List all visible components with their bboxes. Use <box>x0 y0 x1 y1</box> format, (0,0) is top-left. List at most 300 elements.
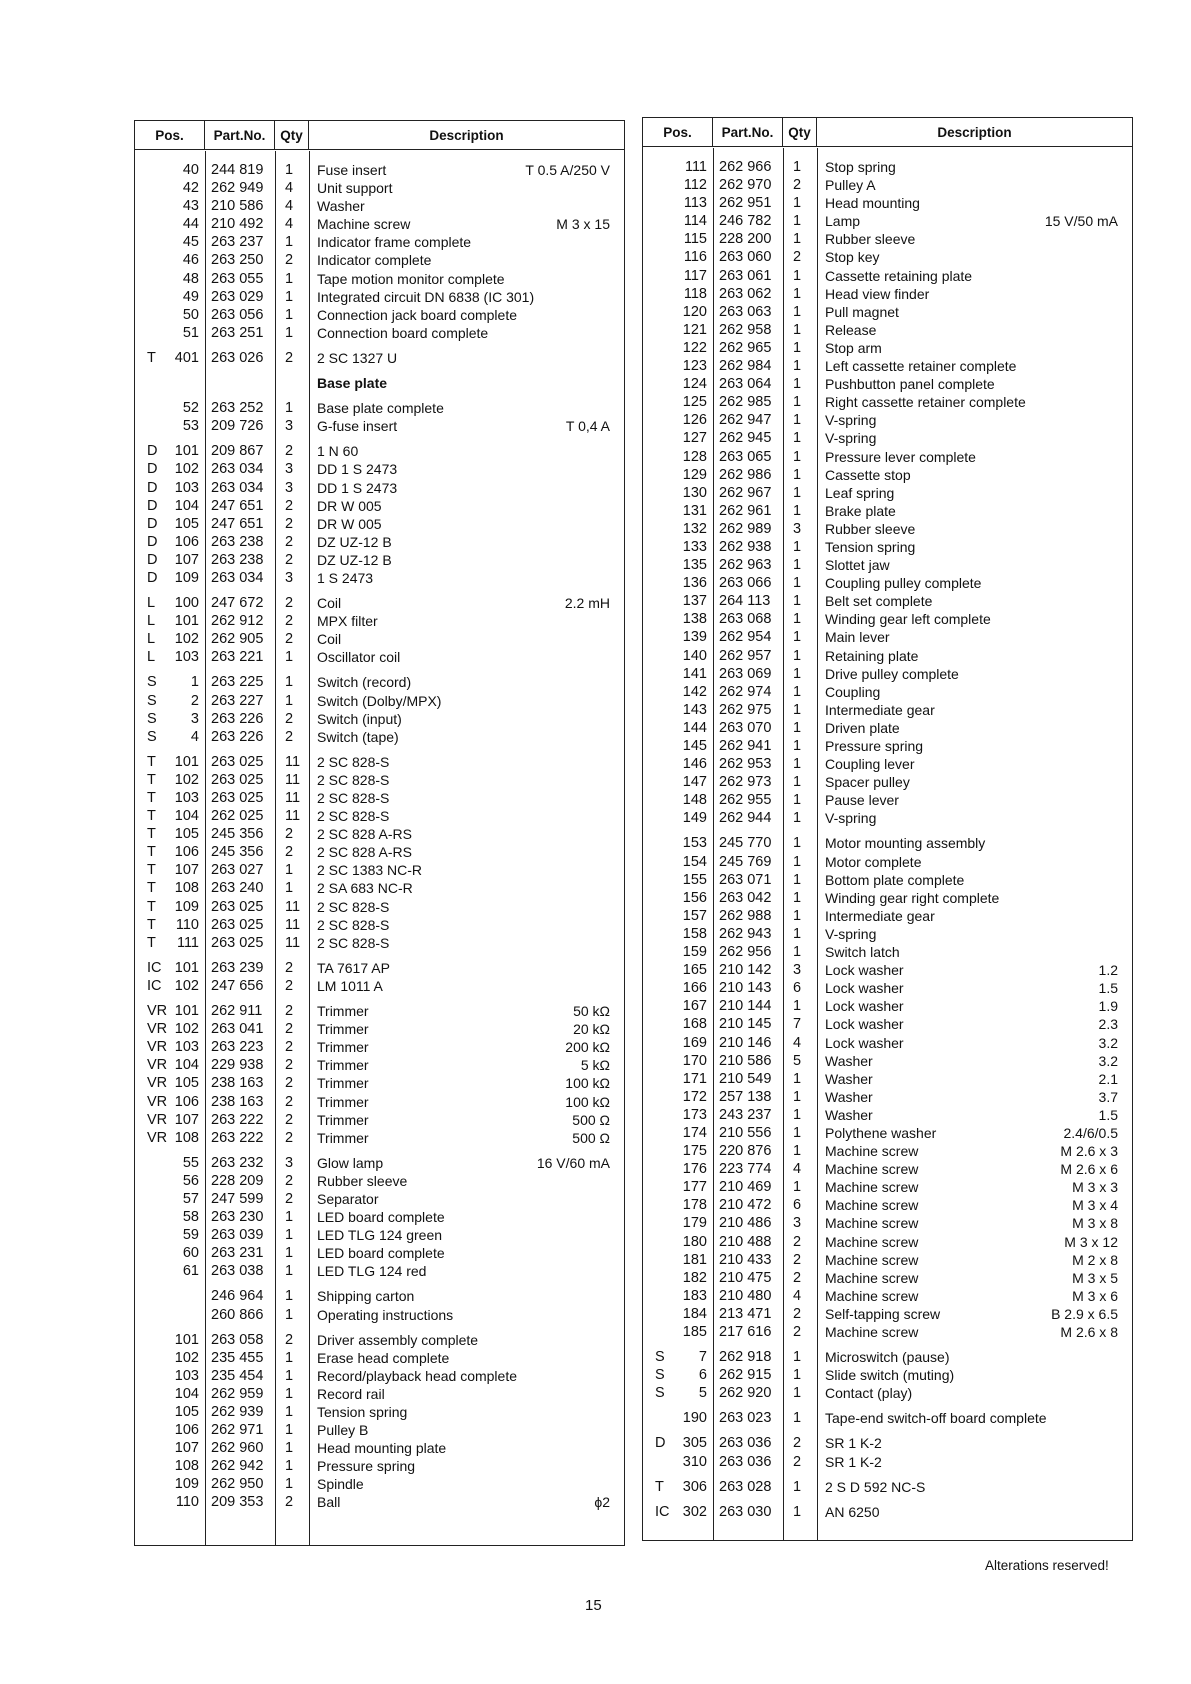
description-cell <box>309 233 624 251</box>
table-row <box>643 176 1132 194</box>
part-number: 262 956 <box>719 944 772 961</box>
table-row <box>135 288 624 306</box>
pos-prefix <box>643 158 673 176</box>
description-cell <box>309 1129 624 1147</box>
parts-table-right <box>642 117 1133 1541</box>
description-text: Winding gear left complete <box>825 611 991 628</box>
part-number: 210 469 <box>719 1179 772 1196</box>
pos-prefix <box>135 1421 165 1439</box>
description-cell <box>817 1214 1132 1232</box>
spec-value: 2.1 <box>1098 1070 1118 1087</box>
spec-value: 500 Ω <box>572 1111 610 1128</box>
quantity: 2 <box>793 1269 802 1286</box>
description-cell <box>309 673 624 691</box>
pos-number: 124 <box>682 376 707 393</box>
table-row <box>643 1088 1132 1106</box>
pos-number: 185 <box>682 1324 707 1340</box>
spec-value: M 2.6 x 8 <box>1060 1324 1118 1340</box>
description-text: Pressure spring <box>317 1458 416 1475</box>
quantity: 2 <box>285 1021 294 1038</box>
description-cell <box>309 569 624 587</box>
description-cell <box>817 925 1132 943</box>
table-row <box>135 233 624 251</box>
description-cell <box>309 753 624 771</box>
part-number: 243 237 <box>719 1106 772 1123</box>
description-text: Base plate complete <box>317 400 444 417</box>
spec-value: M 2.6 x 6 <box>1060 1161 1118 1178</box>
pos-prefix <box>643 1323 673 1341</box>
pos-number: 176 <box>682 1161 707 1178</box>
table-row <box>135 789 624 807</box>
quantity: 11 <box>285 916 301 933</box>
table-row <box>135 197 624 215</box>
part-number: 246 964 <box>211 1288 264 1305</box>
quantity: 4 <box>793 1034 802 1051</box>
description-cell <box>817 230 1132 248</box>
table-row <box>135 648 624 666</box>
part-number: 263 064 <box>719 376 772 393</box>
description-text: Coupling lever <box>825 756 915 773</box>
description-cell <box>309 843 624 861</box>
pos-number: 184 <box>682 1305 707 1322</box>
pos-number: 177 <box>682 1179 707 1196</box>
part-number: 262 953 <box>719 756 772 773</box>
table-row <box>643 889 1132 907</box>
pos-prefix <box>135 374 165 392</box>
table-row <box>643 248 1132 266</box>
description-cell <box>817 1478 1132 1496</box>
part-number: 263 036 <box>719 1453 772 1470</box>
description-cell <box>309 251 624 269</box>
description-text: Microswitch (pause) <box>825 1349 950 1366</box>
part-number: 262 942 <box>211 1458 264 1475</box>
pos-number: 108 <box>174 880 199 897</box>
description-cell <box>817 1305 1132 1323</box>
quantity: 1 <box>793 756 802 773</box>
pos-prefix <box>643 1453 673 1471</box>
pos-number: 178 <box>682 1197 707 1214</box>
description-cell <box>817 429 1132 447</box>
part-number: 223 774 <box>719 1161 772 1178</box>
description-cell <box>309 324 624 342</box>
quantity: 2 <box>285 1172 294 1189</box>
description-cell <box>817 701 1132 719</box>
quantity: 1 <box>793 1349 802 1366</box>
quantity: 1 <box>793 889 802 906</box>
pos-prefix <box>643 448 673 466</box>
quantity: 1 <box>793 321 802 338</box>
quantity: 1 <box>793 835 802 852</box>
pos-number: 172 <box>682 1088 707 1105</box>
quantity: 1 <box>793 1124 802 1141</box>
description-text: 2 SC 828-S <box>317 771 390 788</box>
pos-number: 6 <box>698 1367 707 1384</box>
pos-prefix: D <box>147 533 158 550</box>
table-row <box>643 230 1132 248</box>
part-number: 247 651 <box>211 515 264 532</box>
table-row <box>135 771 624 789</box>
part-number: 263 042 <box>719 889 772 906</box>
part-number: 263 060 <box>719 249 772 266</box>
table-row <box>135 497 624 515</box>
description-text: G-fuse insert <box>317 418 398 435</box>
table-row <box>135 861 624 879</box>
description-cell <box>817 339 1132 357</box>
pos-prefix <box>643 701 673 719</box>
part-number: 220 876 <box>719 1143 772 1160</box>
table-row <box>643 610 1132 628</box>
description-text: Trimmer <box>317 1075 369 1092</box>
quantity: 1 <box>793 575 802 592</box>
part-number: 263 025 <box>211 916 264 933</box>
description-text: Machine screw <box>825 1179 919 1196</box>
part-number: 262 963 <box>719 557 772 574</box>
part-number: 263 056 <box>211 306 264 323</box>
pos-number: 107 <box>174 1440 199 1457</box>
part-number: 262 025 <box>211 808 264 825</box>
pos-number: 52 <box>182 400 199 417</box>
pos-number: 110 <box>175 916 199 933</box>
pos-number: 138 <box>682 611 707 628</box>
quantity: 2 <box>285 844 294 861</box>
pos-number: 109 <box>174 898 199 915</box>
part-number: 263 231 <box>211 1245 264 1262</box>
quantity: 1 <box>793 719 802 736</box>
description-text: LED TLG 124 red <box>317 1263 427 1280</box>
table-row <box>643 1409 1132 1427</box>
quantity: 1 <box>793 557 802 574</box>
pos-number: 133 <box>682 538 707 555</box>
pos-prefix: L <box>147 631 156 648</box>
quantity: 2 <box>793 1324 802 1340</box>
pos-number: 101 <box>174 443 199 460</box>
pos-number: 154 <box>682 853 707 870</box>
part-number: 263 030 <box>719 1503 772 1520</box>
quantity: 2 <box>285 613 294 630</box>
table-row <box>135 374 624 392</box>
part-number: 263 226 <box>211 728 264 745</box>
pos-number: 145 <box>682 738 707 754</box>
alterations-note: Alterations reserved! <box>985 1558 1109 1573</box>
description-cell <box>817 1323 1132 1341</box>
part-number: 262 973 <box>719 774 772 791</box>
description-cell <box>309 442 624 460</box>
description-cell <box>309 306 624 324</box>
description-text: Washer <box>825 1106 873 1123</box>
quantity: 1 <box>285 674 294 691</box>
description-text: DZ UZ-12 B <box>317 533 392 550</box>
quantity: 1 <box>793 1070 802 1087</box>
table-row <box>135 1244 624 1262</box>
pos-number: 104 <box>174 808 199 825</box>
pos-prefix <box>135 1331 165 1349</box>
description-cell <box>817 248 1132 266</box>
table-row <box>135 1038 624 1056</box>
part-number: 229 938 <box>211 1057 264 1074</box>
quantity: 6 <box>793 980 802 997</box>
table-row <box>643 1124 1132 1142</box>
quantity: 7 <box>793 1016 802 1033</box>
pos-number: 153 <box>682 835 707 852</box>
pos-prefix <box>135 288 165 306</box>
pos-number: 55 <box>182 1154 199 1171</box>
description-cell <box>309 959 624 977</box>
description-text: Belt set complete <box>825 593 933 610</box>
description-text: Lock washer <box>825 998 904 1015</box>
description-text: Intermediate gear <box>825 907 935 924</box>
description-text: Oscillator coil <box>317 649 401 666</box>
pos-prefix: T <box>147 753 156 770</box>
description-cell <box>817 834 1132 852</box>
table-row <box>643 1196 1132 1214</box>
header-qty: Qty <box>275 121 309 149</box>
quantity: 1 <box>793 792 802 809</box>
part-number: 262 915 <box>719 1367 772 1384</box>
pos-number: 117 <box>683 267 707 284</box>
pos-number: 58 <box>182 1209 199 1226</box>
description-cell <box>817 683 1132 701</box>
description-text: 2 S D 592 NC-S <box>825 1478 926 1495</box>
part-number: 210 144 <box>719 998 772 1015</box>
description-cell <box>309 533 624 551</box>
description-text: Drive pulley complete <box>825 665 959 682</box>
pos-prefix <box>643 411 673 429</box>
table-row <box>135 807 624 825</box>
pos-prefix <box>135 197 165 215</box>
description-text: Lock washer <box>825 1016 904 1033</box>
description-text: Integrated circuit DN 6838 (IC 301) <box>317 288 535 305</box>
quantity: 1 <box>285 306 294 323</box>
description-cell <box>817 592 1132 610</box>
pos-number: 49 <box>182 288 199 305</box>
description-text: Lock washer <box>825 1034 904 1051</box>
pos-number: 143 <box>682 701 707 718</box>
quantity: 1 <box>793 629 802 646</box>
description-cell <box>817 1015 1132 1033</box>
spec-value: 3.2 <box>1098 1034 1118 1051</box>
description-cell <box>309 879 624 897</box>
quantity: 1 <box>793 1478 802 1495</box>
table-row <box>135 1493 624 1511</box>
description-text: TA 7617 AP <box>317 959 390 976</box>
pos-prefix <box>135 1475 165 1493</box>
quantity: 2 <box>285 595 294 612</box>
pos-number: 5 <box>698 1385 707 1402</box>
description-text: Motor mounting assembly <box>825 835 986 852</box>
table-row <box>643 1233 1132 1251</box>
description-text: Record rail <box>317 1385 385 1402</box>
pos-prefix <box>643 502 673 520</box>
pos-number: 173 <box>682 1106 707 1123</box>
description-text: Coupling <box>825 683 881 700</box>
pos-prefix <box>135 233 165 251</box>
part-number: 262 985 <box>719 394 772 411</box>
pos-prefix: T <box>147 880 156 897</box>
pos-number <box>165 1287 205 1305</box>
part-number: 245 356 <box>211 826 264 843</box>
part-number: 262 967 <box>719 484 772 501</box>
quantity: 1 <box>285 1385 294 1402</box>
spec-value: 50 kΩ <box>573 1003 610 1020</box>
pos-number: 127 <box>682 430 707 447</box>
pos-number: 137 <box>682 593 707 610</box>
description-cell <box>817 1453 1132 1471</box>
description-cell <box>817 1366 1132 1384</box>
description-cell <box>817 1384 1132 1402</box>
quantity: 1 <box>285 1458 294 1475</box>
pos-prefix: D <box>147 497 158 514</box>
part-number: 263 238 <box>211 533 264 550</box>
part-number: 247 656 <box>211 977 264 994</box>
part-number: 263 223 <box>211 1039 264 1056</box>
pos-number: 3 <box>190 710 199 727</box>
pos-prefix <box>135 270 165 288</box>
description-cell <box>309 479 624 497</box>
table-row <box>643 592 1132 610</box>
table-row <box>135 1129 624 1147</box>
table-row <box>643 1348 1132 1366</box>
part-number: 263 232 <box>211 1154 264 1171</box>
pos-number: 103 <box>174 479 199 496</box>
table-row <box>643 1160 1132 1178</box>
quantity: 1 <box>285 880 294 897</box>
description-text: Connection board complete <box>317 324 489 341</box>
quantity: 1 <box>285 288 294 305</box>
part-number: 263 071 <box>719 871 772 888</box>
spec-value: 2.4/6/0.5 <box>1063 1124 1118 1141</box>
description-cell <box>817 574 1132 592</box>
part-number: 262 960 <box>211 1440 264 1457</box>
spec-value: 15 V/50 mA <box>1044 213 1118 230</box>
pos-prefix <box>135 1493 165 1511</box>
pos-prefix <box>643 1233 673 1251</box>
pos-number: 168 <box>682 1016 707 1033</box>
spec-value: 100 kΩ <box>565 1093 610 1110</box>
description-cell <box>817 665 1132 683</box>
description-text: Lamp <box>825 213 861 230</box>
pos-number: 135 <box>682 557 707 574</box>
pos-number: 109 <box>174 1476 199 1493</box>
pos-prefix <box>643 871 673 889</box>
quantity: 1 <box>793 665 802 682</box>
part-number: 263 251 <box>211 324 264 341</box>
pos-number: 121 <box>682 321 707 338</box>
pos-number: 106 <box>174 844 199 861</box>
part-number: 262 974 <box>719 683 772 700</box>
part-number: 263 029 <box>211 288 264 305</box>
description-text: Rubber sleeve <box>825 520 916 537</box>
pos-number: 169 <box>682 1034 707 1051</box>
table-row <box>643 158 1132 176</box>
quantity: 11 <box>285 808 301 825</box>
quantity: 4 <box>285 180 294 197</box>
table-row <box>135 1172 624 1190</box>
pos-prefix <box>643 484 673 502</box>
pos-prefix <box>643 647 673 665</box>
pos-prefix <box>643 303 673 321</box>
pos-number: 61 <box>182 1263 199 1280</box>
pos-prefix <box>643 321 673 339</box>
description-text: Self-tapping screw <box>825 1305 941 1322</box>
quantity: 1 <box>793 213 802 230</box>
description-cell <box>817 997 1132 1015</box>
quantity: 1 <box>793 1106 802 1123</box>
table-row <box>135 161 624 179</box>
part-number: 210 472 <box>719 1197 772 1214</box>
table-row <box>135 630 624 648</box>
description-text: Trimmer <box>317 1057 369 1074</box>
description-text: Tension spring <box>317 1404 408 1420</box>
pos-prefix <box>643 212 673 230</box>
part-number: 262 971 <box>211 1422 264 1439</box>
pos-prefix <box>643 574 673 592</box>
description-text: Separator <box>317 1190 379 1207</box>
pos-prefix <box>643 719 673 737</box>
description-text: 2 SA 683 NC-R <box>317 880 413 897</box>
description-text: Coil <box>317 631 342 648</box>
pos-number: 102 <box>174 977 199 994</box>
spec-value: T 0,4 A <box>565 418 610 435</box>
part-number: 247 599 <box>211 1190 264 1207</box>
description-cell <box>817 357 1132 375</box>
pos-prefix: L <box>147 613 156 630</box>
quantity: 1 <box>793 611 802 628</box>
description-text: Polythene washer <box>825 1124 937 1141</box>
spec-value: M 3 x 8 <box>1072 1215 1118 1232</box>
part-number: 263 225 <box>211 674 264 691</box>
pos-number: 123 <box>682 358 707 375</box>
part-number: 262 947 <box>719 412 772 429</box>
pos-prefix: VR <box>147 1111 168 1128</box>
description-cell <box>817 1052 1132 1070</box>
spec-value: B 2.9 x 6.5 <box>1051 1305 1118 1322</box>
pos-prefix: T <box>147 808 156 825</box>
part-number: 263 252 <box>211 400 264 417</box>
quantity: 2 <box>285 728 294 745</box>
part-number: 245 769 <box>719 853 772 870</box>
pos-number <box>165 374 205 392</box>
table-row <box>135 612 624 630</box>
pos-number: 105 <box>174 515 199 532</box>
part-number: 263 028 <box>719 1478 772 1495</box>
part-number: 263 070 <box>719 719 772 736</box>
description-cell <box>817 979 1132 997</box>
pos-prefix: T <box>147 790 156 806</box>
description-text: 2 SC 828-S <box>317 753 390 770</box>
quantity: 1 <box>793 484 802 501</box>
quantity: 1 <box>285 1422 294 1439</box>
pos-number: 112 <box>683 177 707 194</box>
quantity: 2 <box>793 1435 802 1452</box>
table-row <box>135 1226 624 1244</box>
description-cell <box>817 502 1132 520</box>
pos-number: 147 <box>682 774 707 791</box>
table-row <box>135 251 624 269</box>
pos-number: 120 <box>682 303 707 320</box>
table-row <box>643 961 1132 979</box>
part-number: 262 920 <box>719 1385 772 1402</box>
part-number: 210 142 <box>719 962 772 979</box>
pos-prefix: D <box>147 479 158 496</box>
part-number: 217 616 <box>719 1324 772 1340</box>
pos-prefix <box>643 176 673 194</box>
quantity: 1 <box>793 871 802 888</box>
table-row <box>643 194 1132 212</box>
table-row <box>135 179 624 197</box>
quantity: 1 <box>793 195 802 212</box>
part-number: 262 961 <box>719 502 772 519</box>
pos-prefix: S <box>655 1385 665 1402</box>
